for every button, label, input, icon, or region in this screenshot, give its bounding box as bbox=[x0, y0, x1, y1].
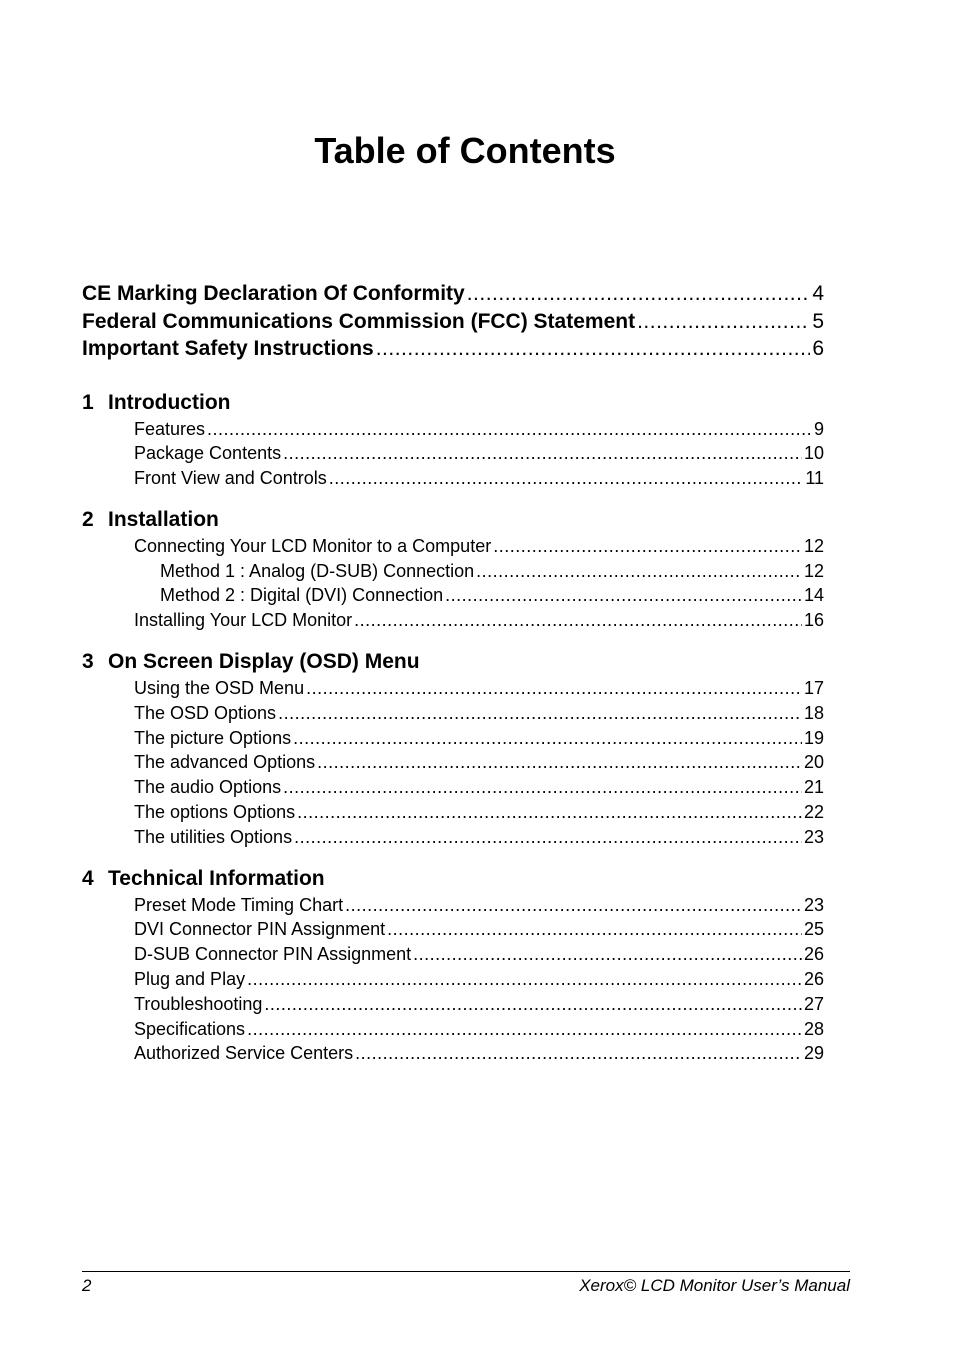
section-title: Introduction bbox=[108, 390, 231, 414]
toc-entry-ce-marking[interactable] bbox=[82, 280, 824, 308]
toc-item-page: 26 bbox=[803, 969, 824, 990]
section-heading[interactable] bbox=[82, 389, 824, 417]
toc-item[interactable] bbox=[82, 825, 824, 850]
dot-leader bbox=[355, 1041, 802, 1066]
dot-leader bbox=[306, 676, 802, 701]
dot-leader bbox=[294, 825, 802, 850]
section-heading[interactable] bbox=[82, 648, 824, 676]
section-title: Installation bbox=[108, 507, 219, 531]
dot-leader bbox=[387, 917, 802, 942]
toc-section-installation bbox=[82, 506, 824, 633]
footer-divider bbox=[82, 1271, 850, 1272]
toc-section-osd-menu bbox=[82, 648, 824, 850]
toc-entry-page: 5 bbox=[812, 309, 824, 333]
dot-leader bbox=[264, 992, 802, 1017]
dot-leader bbox=[207, 417, 812, 442]
toc-item[interactable] bbox=[82, 534, 824, 559]
dot-leader bbox=[317, 750, 802, 775]
page-title: Table of Contents bbox=[314, 130, 616, 171]
toc-item-label: D-SUB Connector PIN Assignment bbox=[134, 944, 412, 965]
section-heading[interactable] bbox=[82, 865, 824, 893]
toc-entry-fcc-statement[interactable] bbox=[82, 308, 824, 336]
toc-item-page: 21 bbox=[803, 777, 824, 798]
toc-item-label: DVI Connector PIN Assignment bbox=[134, 919, 386, 940]
toc-subitem[interactable] bbox=[82, 583, 824, 608]
toc-item-page: 20 bbox=[803, 752, 824, 773]
toc-item[interactable] bbox=[82, 726, 824, 751]
toc-entry-page: 6 bbox=[812, 337, 824, 360]
toc-item-label: The advanced Options bbox=[134, 752, 316, 773]
section-number: 4 bbox=[82, 866, 94, 890]
toc-item-label: The OSD Options bbox=[134, 702, 277, 723]
section-heading[interactable] bbox=[82, 506, 824, 534]
toc-item[interactable] bbox=[82, 701, 824, 726]
toc-item[interactable] bbox=[82, 775, 824, 800]
dot-leader bbox=[329, 466, 804, 491]
toc-item-page: 14 bbox=[803, 585, 824, 606]
toc-item-page: 16 bbox=[803, 610, 824, 631]
toc-entry-label: CE Marking Declaration Of Conformity bbox=[82, 282, 465, 305]
toc-item-page: 19 bbox=[803, 727, 824, 748]
table-of-contents bbox=[82, 280, 824, 1066]
dot-leader bbox=[354, 608, 802, 633]
section-number: 1 bbox=[82, 390, 94, 414]
dot-leader bbox=[376, 335, 811, 363]
toc-item-label: Plug and Play bbox=[134, 969, 246, 990]
toc-item[interactable] bbox=[82, 942, 824, 967]
toc-item-page: 23 bbox=[803, 826, 824, 847]
toc-item-page: 12 bbox=[803, 535, 824, 556]
dot-leader bbox=[283, 441, 802, 466]
toc-item-label: Package Contents bbox=[134, 443, 282, 464]
toc-item[interactable] bbox=[82, 466, 824, 491]
toc-item[interactable] bbox=[82, 800, 824, 825]
toc-item[interactable] bbox=[82, 917, 824, 942]
toc-item-page: 23 bbox=[803, 894, 824, 915]
toc-entry-label: Important Safety Instructions bbox=[82, 337, 374, 360]
toc-section-introduction bbox=[82, 389, 824, 491]
toc-item-label: Method 1 : Analog (D-SUB) Connection bbox=[160, 560, 475, 581]
toc-item-label: Installing Your LCD Monitor bbox=[134, 610, 353, 631]
toc-item[interactable] bbox=[82, 608, 824, 633]
footer-page-number: 2 bbox=[82, 1276, 92, 1295]
dot-leader bbox=[637, 308, 810, 336]
toc-item-label: The utilities Options bbox=[134, 826, 293, 847]
toc-item-page: 12 bbox=[803, 560, 824, 581]
toc-item-page: 28 bbox=[803, 1018, 824, 1039]
toc-item-label: Troubleshooting bbox=[134, 993, 263, 1014]
section-number: 2 bbox=[82, 507, 94, 531]
toc-subitem[interactable] bbox=[82, 559, 824, 584]
toc-item-label: The audio Options bbox=[134, 777, 282, 798]
toc-item-page: 29 bbox=[803, 1043, 824, 1064]
dot-leader bbox=[247, 967, 802, 992]
toc-item-label: Method 2 : Digital (DVI) Connection bbox=[160, 585, 444, 606]
dot-leader bbox=[413, 942, 802, 967]
toc-item-label: Features bbox=[134, 418, 206, 439]
toc-item[interactable] bbox=[82, 1017, 824, 1042]
toc-item-page: 9 bbox=[813, 418, 824, 439]
toc-section-technical-information bbox=[82, 865, 824, 1067]
toc-item[interactable] bbox=[82, 750, 824, 775]
toc-item-label: The picture Options bbox=[134, 727, 292, 748]
toc-item[interactable] bbox=[82, 441, 824, 466]
toc-entry-label: Federal Communications Commission (FCC) Statement bbox=[82, 309, 636, 333]
toc-item-page: 17 bbox=[803, 678, 824, 699]
toc-entry-page: 4 bbox=[812, 282, 824, 305]
toc-item-page: 22 bbox=[803, 802, 824, 823]
toc-item[interactable] bbox=[82, 967, 824, 992]
toc-item[interactable] bbox=[82, 1041, 824, 1066]
toc-item[interactable] bbox=[82, 676, 824, 701]
toc-item-label: Preset Mode Timing Chart bbox=[134, 894, 344, 915]
dot-leader bbox=[445, 583, 802, 608]
toc-item-label: Specifications bbox=[134, 1018, 246, 1039]
toc-item[interactable] bbox=[82, 992, 824, 1017]
dot-leader bbox=[278, 701, 802, 726]
toc-item-label: The options Options bbox=[134, 802, 296, 823]
toc-item-label: Connecting Your LCD Monitor to a Computer bbox=[134, 535, 492, 556]
toc-item-label: Using the OSD Menu bbox=[134, 678, 305, 699]
toc-item-page: 25 bbox=[803, 919, 824, 940]
toc-item-page: 10 bbox=[803, 443, 824, 464]
toc-item-label: Authorized Service Centers bbox=[134, 1043, 354, 1064]
section-title: Technical Information bbox=[108, 866, 325, 890]
dot-leader bbox=[493, 534, 802, 559]
toc-item-page: 18 bbox=[803, 702, 824, 723]
section-number: 3 bbox=[82, 650, 94, 674]
toc-item[interactable] bbox=[82, 893, 824, 918]
dot-leader bbox=[293, 726, 802, 751]
dot-leader bbox=[283, 775, 802, 800]
dot-leader bbox=[467, 280, 811, 308]
toc-item-page: 26 bbox=[803, 944, 824, 965]
dot-leader bbox=[345, 893, 802, 918]
dot-leader bbox=[247, 1017, 802, 1042]
toc-item-page: 11 bbox=[805, 468, 824, 489]
footer-manual-title: Xerox© LCD Monitor User’s Manual bbox=[579, 1276, 850, 1295]
toc-entry-safety-instructions[interactable] bbox=[82, 335, 824, 363]
dot-leader bbox=[297, 800, 802, 825]
dot-leader bbox=[476, 559, 802, 584]
toc-item[interactable] bbox=[82, 417, 824, 442]
toc-item-page: 27 bbox=[803, 993, 824, 1014]
toc-item-label: Front View and Controls bbox=[134, 468, 327, 489]
section-title: On Screen Display (OSD) Menu bbox=[108, 650, 420, 674]
